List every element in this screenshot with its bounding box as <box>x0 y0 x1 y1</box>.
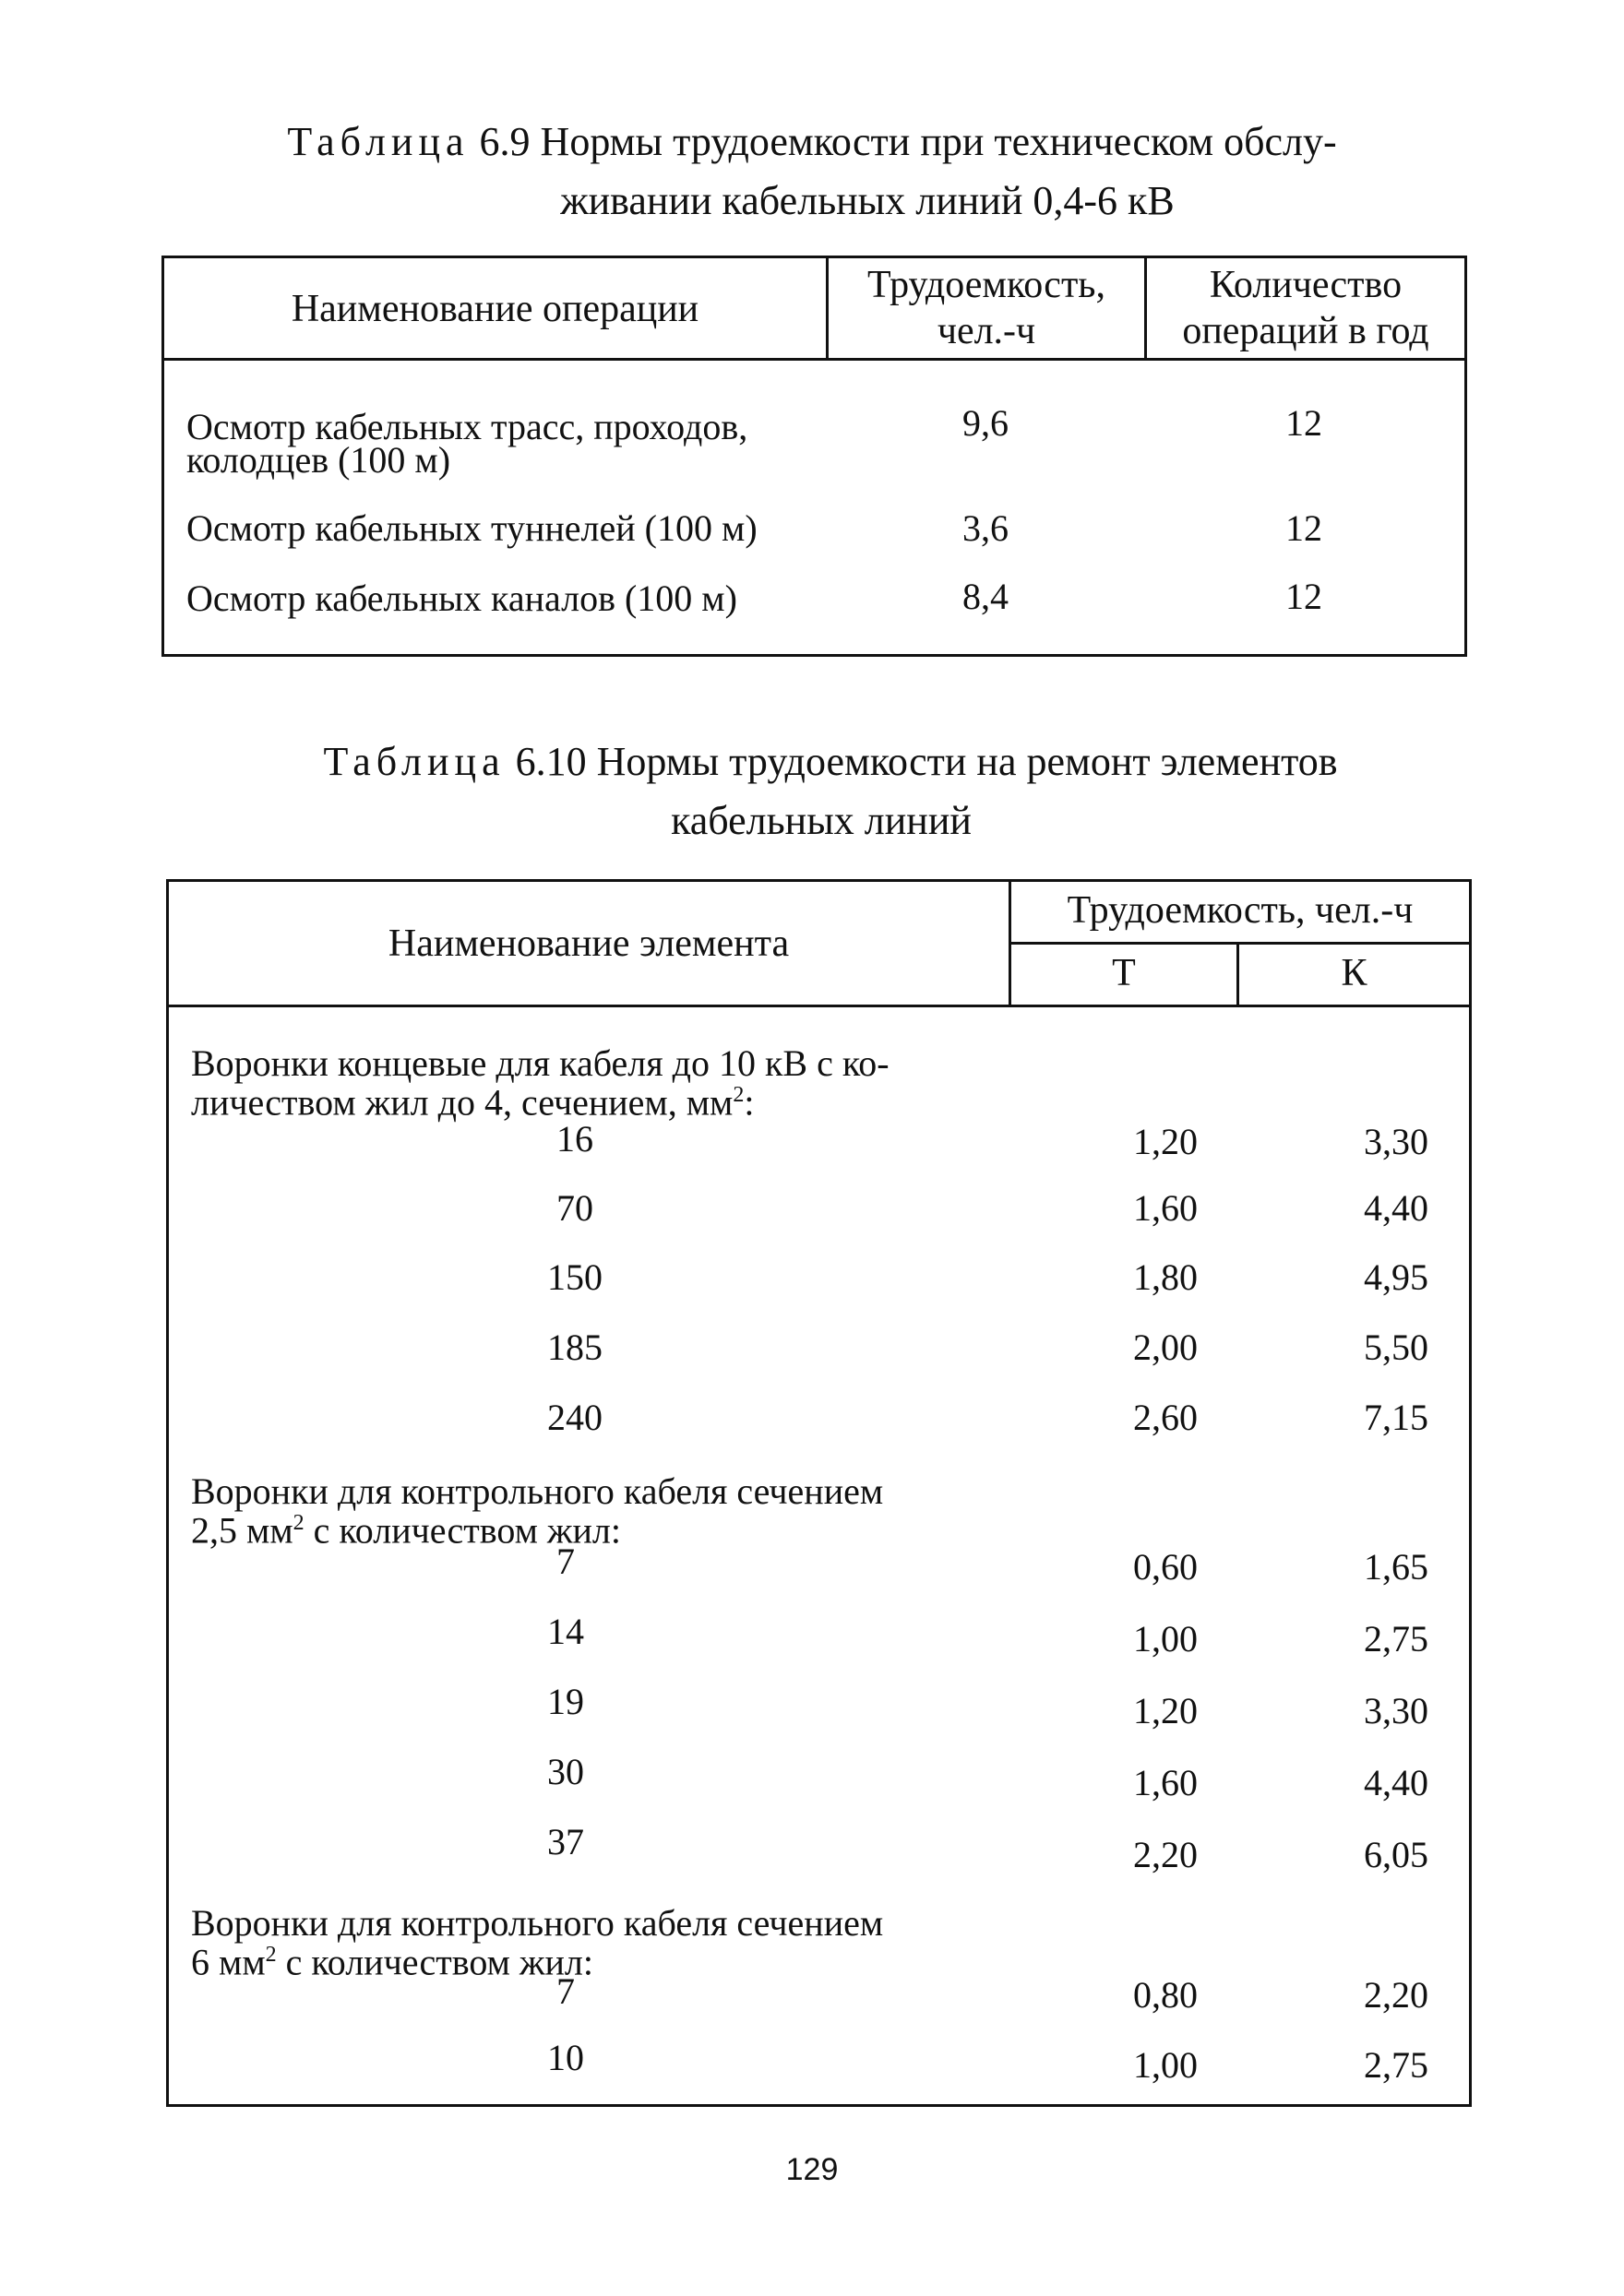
row-t: 2,00 <box>1133 1326 1198 1368</box>
divider <box>169 1005 1469 1007</box>
row-value: 10 <box>547 2037 584 2078</box>
row-t: 2,60 <box>1133 1397 1198 1438</box>
row-labor: 8,4 <box>962 576 1009 617</box>
row-k: 3,30 <box>1364 1121 1428 1162</box>
row-k: 2,75 <box>1364 2044 1428 2086</box>
row-value: 30 <box>547 1751 584 1792</box>
row-name-line1: Осмотр кабельных трасс, проходов, <box>186 406 748 447</box>
row-k: 2,75 <box>1364 1618 1428 1660</box>
row-value: 240 <box>547 1397 603 1438</box>
header-operation: Наименование операции <box>291 288 699 330</box>
row-value: 150 <box>547 1256 603 1298</box>
row-t: 1,00 <box>1133 2044 1198 2086</box>
table-6-9-caption-line2: живании кабельных линий 0,4-6 кВ <box>560 178 1175 223</box>
row-labor: 3,6 <box>962 507 1009 549</box>
row-name-line1: Осмотр кабельных каналов (100 м) <box>186 577 737 619</box>
row-labor: 9,6 <box>962 402 1009 444</box>
page-number: 129 <box>785 2152 839 2187</box>
table-row <box>186 509 758 548</box>
row-value: 14 <box>547 1611 584 1652</box>
header-t: Т <box>1112 952 1136 994</box>
row-t: 0,80 <box>1133 1974 1198 2016</box>
row-k: 5,50 <box>1364 1326 1428 1368</box>
divider <box>164 358 1464 361</box>
header-labor <box>829 262 1144 354</box>
group-title <box>191 1044 890 1122</box>
row-t: 1,60 <box>1133 1187 1198 1229</box>
table-6-9-caption-line1 <box>0 113 1624 172</box>
header-labor: Трудоемкость, чел.-ч <box>1067 889 1414 932</box>
table-row <box>186 408 747 480</box>
row-value: 7 <box>556 1541 575 1582</box>
header-count <box>1147 262 1464 354</box>
table-6-9-caption-lead: Таблица <box>287 119 470 164</box>
row-k: 4,95 <box>1364 1256 1428 1298</box>
header-count-line1: Количество <box>1209 264 1403 306</box>
row-value: 7 <box>556 1970 575 2012</box>
header-count-line2: операций в год <box>1182 310 1429 352</box>
group-title-text: личеством жил до 4, сечением, мм <box>191 1081 734 1124</box>
table-6-9 <box>161 256 1467 657</box>
group-title-tail: с количеством жил: <box>276 1941 594 1983</box>
row-t: 1,20 <box>1133 1121 1198 1162</box>
table-6-9-caption-title: 6.9 Нормы трудоемкости при техническом обслу- <box>479 119 1337 164</box>
row-name-line2: колодцев (100 м) <box>186 439 451 481</box>
header-k: К <box>1341 952 1367 994</box>
row-t: 0,60 <box>1133 1546 1198 1588</box>
header-labor-line1: Трудоемкость, <box>867 264 1105 306</box>
row-count: 12 <box>1285 402 1322 444</box>
row-value: 19 <box>547 1681 584 1722</box>
row-k: 1,65 <box>1364 1546 1428 1588</box>
group-title <box>191 1472 883 1550</box>
group-title-sup: 2 <box>293 1511 304 1535</box>
table-6-10-caption-line2: кабельных линий <box>671 798 972 843</box>
table-6-10-caption-lead: Таблица <box>323 739 506 784</box>
row-k: 3,30 <box>1364 1690 1428 1731</box>
row-k: 2,20 <box>1364 1974 1428 2016</box>
table-row <box>186 579 737 618</box>
row-t: 1,00 <box>1133 1618 1198 1660</box>
header-labor-line2: чел.-ч <box>937 310 1036 352</box>
row-t: 1,60 <box>1133 1762 1198 1803</box>
table-6-10 <box>166 879 1472 2107</box>
row-value: 37 <box>547 1821 584 1862</box>
group-title-line1: Воронки концевые для кабеля до 10 кВ с ко- <box>191 1042 890 1084</box>
group-title-tail: : <box>744 1081 755 1124</box>
row-k: 4,40 <box>1364 1762 1428 1803</box>
table-6-9-caption <box>0 113 1624 231</box>
row-t: 1,20 <box>1133 1690 1198 1731</box>
row-count: 12 <box>1285 576 1322 617</box>
row-t: 1,80 <box>1133 1256 1198 1298</box>
group-title-line1: Воронки для контрольного кабеля сечением <box>191 1902 884 1944</box>
group-title-text: 6 мм <box>191 1941 266 1983</box>
group-title-text: 2,5 мм <box>191 1509 293 1552</box>
row-k: 6,05 <box>1364 1834 1428 1875</box>
group-title-line1: Воронки для контрольного кабеля сечением <box>191 1470 884 1512</box>
row-k: 4,40 <box>1364 1187 1428 1229</box>
row-value: 16 <box>556 1118 593 1160</box>
group-title-tail: с количеством жил: <box>304 1509 622 1552</box>
table-6-10-caption-line1 <box>0 732 1624 791</box>
group-title-sup: 2 <box>733 1083 745 1107</box>
group-title-sup: 2 <box>265 1943 277 1967</box>
row-value: 70 <box>556 1187 593 1229</box>
row-value: 185 <box>547 1326 603 1368</box>
row-count: 12 <box>1285 507 1322 549</box>
row-t: 2,20 <box>1133 1834 1198 1875</box>
row-name-line1: Осмотр кабельных туннелей (100 м) <box>186 507 758 549</box>
header-element: Наименование элемента <box>388 922 790 965</box>
table-6-10-caption-title: 6.10 Нормы трудоемкости на ремонт элементов <box>515 739 1338 784</box>
group-title <box>191 1904 883 1981</box>
table-6-10-caption <box>0 732 1624 851</box>
row-k: 7,15 <box>1364 1397 1428 1438</box>
